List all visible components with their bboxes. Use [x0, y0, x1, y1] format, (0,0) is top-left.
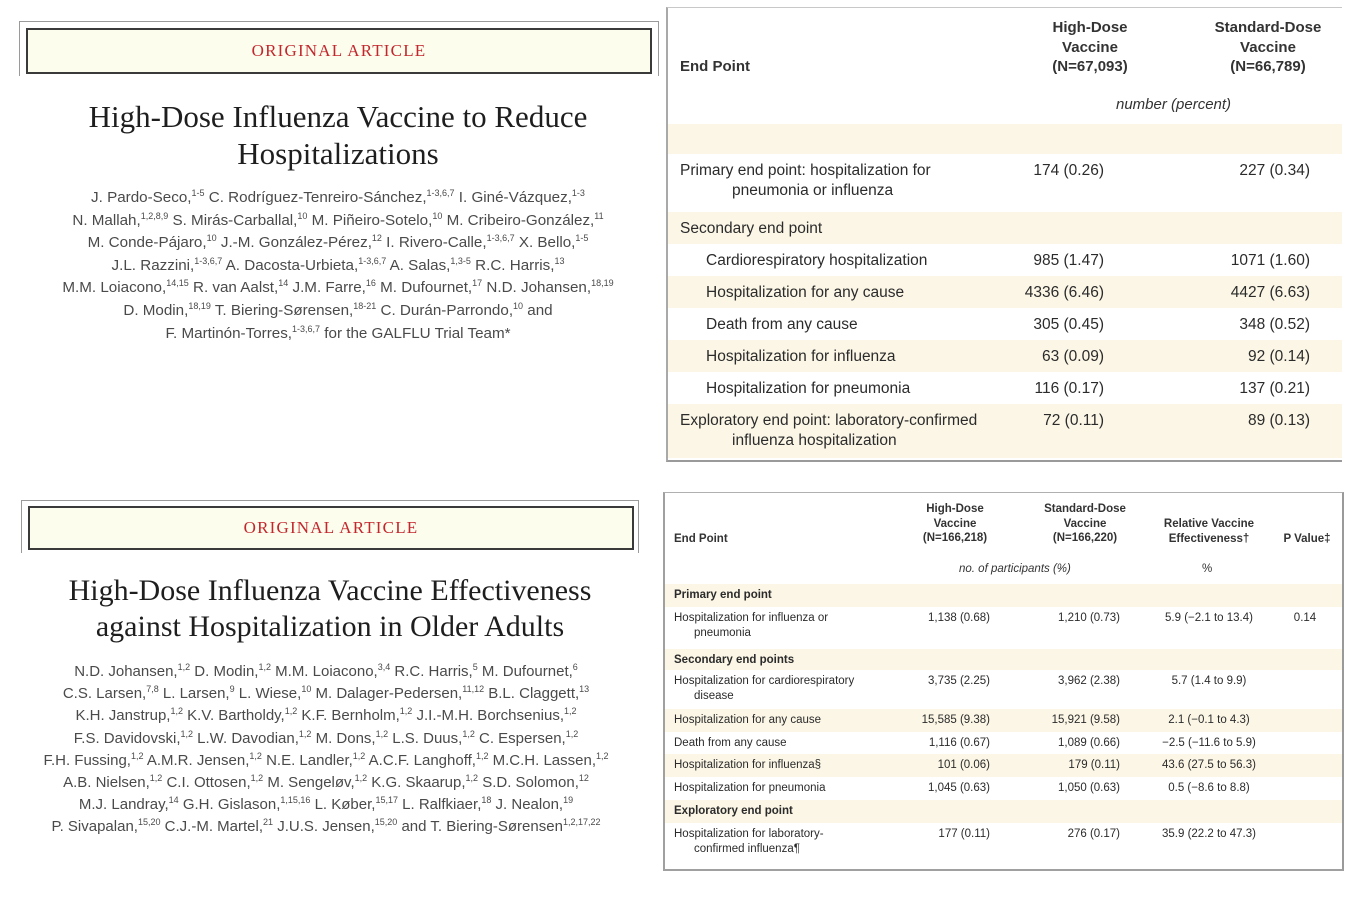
t1-header-std-line: Standard-Dose: [1214, 19, 1322, 36]
author-name: L. Wiese,: [234, 685, 302, 703]
t2-row-label-line: pneumonia: [694, 627, 751, 639]
t1-cell-high-dose: 116 (0.17): [1034, 380, 1104, 397]
author-name: M.M. Loiacono,: [270, 663, 378, 680]
t1-row-label-line: Hospitalization for any cause: [706, 284, 905, 301]
results-table-2: [663, 492, 1344, 871]
t1-table-row: [668, 372, 1342, 404]
author-name: M. Cribeiro-González,: [442, 211, 595, 229]
author-name: M. Sengeløv,: [263, 774, 355, 792]
author-affiliation: 1,2: [298, 728, 312, 739]
t2-row-label-line: Hospitalization for influenza§: [674, 759, 822, 771]
t2-section-heading: [674, 804, 793, 819]
author-affiliation: 1,15,16: [280, 795, 311, 806]
author-affiliation: 9: [229, 684, 235, 695]
t2-cell-standard-dose: 179 (0.11): [1068, 759, 1120, 771]
author-name: and T. Biering-Sørensen: [397, 818, 563, 836]
author-affiliation: 1,2,8,9: [140, 210, 169, 221]
t2-header-high-line: (N=166,218): [922, 532, 988, 544]
author-affiliation: 1-3: [571, 188, 585, 198]
author-name: M. Dufournet,: [477, 663, 573, 680]
author-affiliation: 1-3,6,7: [486, 233, 515, 244]
t2-cell-high-dose: 177 (0.11): [938, 828, 990, 840]
author-line: [0, 794, 652, 816]
author-affiliation: 21: [263, 817, 274, 828]
article-1-banner: [26, 28, 652, 74]
author-affiliation: 1,2: [596, 750, 609, 761]
t2-unit-counts: no. of participants (%): [959, 563, 1071, 575]
author-name: T. Biering-Sørensen,: [210, 301, 354, 319]
t1-header-std-line: Vaccine: [1240, 38, 1296, 56]
author-affiliation: 1,2: [177, 662, 191, 672]
author-affiliation: 1,2: [465, 773, 479, 784]
t2-row-label: [674, 611, 828, 641]
author-affiliation: 11,12: [462, 684, 485, 695]
author-name: K.F. Bernholm,: [297, 707, 400, 725]
author-name: C. Espersen,: [474, 729, 566, 747]
author-affiliation: 1,2: [250, 773, 264, 784]
t2-cell-standard-dose: 3,962 (2.38): [1057, 675, 1120, 687]
author-name: A.C.F. Langhoff,: [365, 751, 476, 769]
author-line: [0, 728, 652, 750]
t2-row-label: [674, 781, 826, 796]
author-name: R.C. Harris,: [390, 663, 473, 680]
t2-header-std-line: Vaccine: [1063, 517, 1107, 530]
t1-table-row: [668, 212, 1342, 244]
t2-row-label-line: Hospitalization for influenza or: [674, 612, 829, 624]
t1-cell-standard-dose: 4427 (6.63): [1230, 284, 1310, 301]
t1-row-label-line: Exploratory end point: laboratory-confirmed: [680, 412, 978, 429]
article-1-header: [0, 0, 660, 360]
author-name: C.J.-M. Martel,: [160, 818, 264, 836]
author-line: [0, 277, 676, 300]
t2-cell-high-dose: 1,116 (0.67): [928, 737, 990, 749]
t2-header-standard-dose: [1033, 502, 1137, 546]
t2-table-row: [665, 709, 1342, 732]
author-affiliation: 1,2,17,22: [562, 817, 601, 828]
author-affiliation: 1,2: [249, 750, 262, 761]
author-line: [0, 232, 676, 255]
author-name: C. Rodríguez-Tenreiro-Sánchez,: [204, 189, 427, 206]
t2-cell-standard-dose: 276 (0.17): [1067, 828, 1120, 840]
t2-header-high-line: High-Dose: [926, 503, 984, 515]
author-line: [0, 661, 652, 683]
author-name: N.E. Landler,: [261, 751, 353, 769]
t2-row-label: [674, 713, 821, 728]
t1-cell-standard-dose: 92 (0.14): [1247, 348, 1310, 365]
author-name: F.H. Fussing,: [43, 751, 131, 769]
t1-cell-high-dose: 305 (0.45): [1033, 316, 1104, 333]
t1-row-label: [706, 347, 896, 367]
t1-table-row: [668, 276, 1342, 308]
author-name: D. Modin,: [190, 663, 259, 680]
author-affiliation: 13: [579, 684, 590, 695]
t1-row-label-line: Hospitalization for pneumonia: [706, 380, 911, 397]
author-name: L.S. Duus,: [388, 729, 463, 747]
t2-row-label-line: Primary end point: [674, 589, 772, 601]
t2-row-label: [674, 758, 821, 773]
author-affiliation: 14,15: [166, 278, 189, 289]
author-affiliation: 1,2: [565, 728, 579, 739]
t1-row-label: [706, 379, 910, 399]
t2-row-label: [674, 827, 824, 857]
article-2-title-line-1: High-Dose Influenza Vaccine Effectiveness: [68, 574, 592, 607]
author-affiliation: 10: [297, 210, 308, 221]
t1-table-row: [668, 308, 1342, 340]
t2-cell-standard-dose: 15,921 (9.58): [1051, 714, 1120, 726]
t2-header-p-value: P Value‡: [1283, 533, 1331, 545]
article-1-title-line-1: High-Dose Influenza Vaccine to Reduce: [88, 99, 588, 134]
author-name: J.U.S. Jensen,: [273, 818, 375, 836]
author-line: [0, 323, 676, 346]
t2-unit-rve: %: [1202, 563, 1213, 575]
t1-cell-high-dose: 72 (0.11): [1043, 412, 1104, 429]
author-affiliation: 15,20: [137, 817, 161, 828]
author-name: R.C. Harris,: [470, 256, 555, 274]
t1-row-label-line: Secondary end point: [680, 220, 823, 237]
author-affiliation: 7,8: [146, 684, 159, 695]
t1-header-high-line: High-Dose: [1052, 19, 1128, 36]
t2-cell-rve: 2.1 (−0.1 to 4.3): [1168, 714, 1250, 726]
article-1-title: [0, 98, 676, 172]
author-affiliation: 12: [371, 233, 382, 244]
t2-row-label-line: Exploratory end point: [674, 805, 793, 817]
author-affiliation: 15,20: [374, 817, 398, 828]
t1-cell-high-dose: 174 (0.26): [1033, 162, 1104, 179]
author-affiliation: 10: [513, 300, 524, 311]
t1-row-label: [706, 315, 858, 335]
author-name: M. Piñeiro-Sotelo,: [307, 211, 433, 229]
t1-cell-standard-dose: 89 (0.13): [1247, 412, 1310, 429]
author-affiliation: 12: [578, 773, 589, 784]
author-name: P. Sivapalan,: [51, 818, 138, 836]
t1-table-row: [668, 244, 1342, 276]
t2-cell-rve: 43.6 (27.5 to 56.3): [1162, 759, 1256, 771]
author-name: C.S. Larsen,: [62, 685, 147, 703]
t1-row-label-line: Primary end point: hospitalization for: [680, 162, 931, 179]
t1-row-label-line: Hospitalization for influenza: [706, 348, 896, 365]
author-name: L. Larsen,: [158, 685, 230, 703]
t2-row-label-line: disease: [694, 690, 734, 702]
author-name: A.B. Nielsen,: [63, 774, 150, 792]
author-name: M. Dufournet,: [375, 279, 473, 297]
author-affiliation: 1,2: [475, 750, 489, 761]
t1-unit-label: number (percent): [1116, 96, 1232, 113]
author-line: [0, 750, 652, 772]
t1-header-standard-dose: [1203, 18, 1333, 77]
article-2-title-line-2: against Hospitalization in Older Adults: [95, 610, 565, 643]
author-affiliation: 1-5: [191, 188, 205, 198]
author-affiliation: 1,2: [258, 662, 271, 672]
t2-cell-high-dose: 15,585 (9.38): [921, 714, 990, 726]
author-affiliation: 11: [594, 210, 604, 221]
author-line: [0, 210, 676, 233]
author-affiliation: 3,4: [377, 662, 391, 672]
t1-cell-standard-dose: 348 (0.52): [1239, 316, 1310, 333]
author-name: C.I. Ottosen,: [162, 774, 251, 792]
author-name: M. Dons,: [311, 729, 376, 747]
t1-cell-high-dose: 4336 (6.46): [1024, 284, 1104, 301]
article-2-banner: [28, 506, 634, 550]
t1-row-label: [680, 219, 822, 239]
t1-table-row: [668, 154, 1342, 212]
author-name: M. Conde-Pájaro,: [87, 234, 207, 252]
t1-cell-high-dose: 985 (1.47): [1033, 252, 1104, 269]
author-affiliation: 1,2: [180, 728, 193, 739]
t1-header-endpoint: End Point: [680, 58, 750, 75]
author-name: J. Pardo-Seco,: [91, 189, 192, 206]
t2-cell-rve: −2.5 (−11.6 to 5.9): [1162, 737, 1256, 749]
t2-cell-high-dose: 101 (0.06): [937, 759, 990, 771]
t2-cell-p-value: 0.14: [1293, 612, 1317, 624]
t1-row-label: [706, 283, 904, 303]
t2-table-row: [665, 649, 1342, 670]
author-name: A.M.R. Jensen,: [143, 751, 250, 769]
author-line: [0, 683, 652, 705]
t2-row-label-line: Hospitalization for any cause: [674, 714, 822, 726]
author-name: M.C.H. Lassen,: [488, 751, 597, 769]
author-affiliation: 1,2: [130, 750, 144, 761]
author-name: C. Durán-Parrondo,: [376, 301, 514, 319]
t2-header-rve-line: Effectiveness†: [1168, 532, 1250, 545]
t2-table-row: [665, 607, 1342, 649]
author-name: J.-M. González-Pérez,: [216, 234, 372, 252]
author-affiliation: 18,19: [591, 278, 614, 289]
t1-row-label-line: pneumonia or influenza: [732, 182, 894, 199]
author-affiliation: 18: [481, 795, 492, 806]
author-name: K.G. Skaarup,: [367, 774, 466, 792]
t2-cell-rve: 0.5 (−8.6 to 8.8): [1168, 782, 1250, 794]
author-line: [0, 255, 676, 278]
author-name: J.L. Razzini,: [111, 256, 195, 274]
author-affiliation: 18,19: [188, 300, 211, 311]
author-affiliation: 1,2: [149, 773, 163, 784]
author-name: J.I.-M.H. Borchsenius,: [412, 707, 565, 725]
author-name: and: [523, 301, 553, 319]
t1-row-label: [680, 411, 977, 451]
t2-table-row: [665, 823, 1342, 867]
author-name: L. Ralfkiaer,: [397, 796, 482, 814]
author-name: S.D. Solomon,: [478, 774, 579, 792]
author-affiliation: 17: [472, 278, 483, 289]
t2-header-high-line: Vaccine: [933, 517, 977, 530]
t2-cell-standard-dose: 1,210 (0.73): [1057, 612, 1120, 624]
author-affiliation: 1,2: [284, 706, 298, 717]
author-name: J. Nealon,: [491, 796, 564, 814]
author-line: [0, 772, 652, 794]
t2-row-label-line: Death from any cause: [674, 737, 787, 749]
author-name: R. van Aalst,: [188, 279, 279, 297]
author-name: M.M. Loiacono,: [62, 279, 167, 297]
author-name: D. Modin,: [123, 301, 189, 319]
t1-table-row: [668, 404, 1342, 458]
t2-header-rve: [1153, 517, 1265, 546]
t1-header-high-line: (N=67,093): [1052, 58, 1128, 75]
author-name: N.D. Johansen,: [74, 663, 178, 680]
author-affiliation: 14: [168, 795, 179, 806]
t2-cell-standard-dose: 1,089 (0.66): [1057, 737, 1120, 749]
author-affiliation: 1-3,6,7: [194, 255, 223, 266]
t2-row-label-line: confirmed influenza¶: [694, 843, 800, 855]
author-line: [0, 816, 652, 838]
t2-row-label-line: Hospitalization for cardiorespiratory: [674, 675, 855, 687]
t2-header-rve-line: Relative Vaccine: [1163, 518, 1255, 530]
t2-table-row: [665, 584, 1342, 607]
author-name: F.S. Davidovski,: [73, 729, 181, 747]
author-affiliation: 1-3,6,7: [358, 255, 387, 266]
author-name: I. Giné-Vázquez,: [454, 189, 572, 206]
author-affiliation: 1,2: [352, 750, 366, 761]
author-affiliation: 10: [206, 233, 217, 244]
author-line: [0, 300, 676, 323]
t2-cell-high-dose: 1,045 (0.63): [927, 782, 990, 794]
results-table-1: [666, 7, 1342, 462]
article-1-title-line-2: Hospitalizations: [237, 136, 439, 172]
article-1-authors: [0, 187, 676, 345]
author-name: G.H. Gislason,: [178, 796, 281, 814]
author-affiliation: 18-21: [353, 300, 377, 311]
author-affiliation: 14: [278, 278, 289, 289]
t1-row-label: [680, 161, 931, 201]
article-2-authors: [0, 661, 652, 839]
t2-row-label-line: Hospitalization for pneumonia: [674, 782, 826, 794]
t2-section-heading: [674, 653, 794, 668]
t1-spacer-row: [668, 124, 1342, 154]
t1-cell-standard-dose: 1071 (1.60): [1230, 252, 1310, 269]
author-affiliation: 19: [563, 795, 574, 806]
t1-cell-standard-dose: 227 (0.34): [1239, 162, 1310, 179]
author-affiliation: 1,3-5: [450, 255, 471, 266]
t2-cell-high-dose: 3,735 (2.25): [927, 675, 990, 687]
author-affiliation: 1-5: [575, 233, 589, 244]
t1-header-high-line: Vaccine: [1062, 38, 1118, 56]
t1-cell-standard-dose: 137 (0.21): [1239, 380, 1310, 397]
author-affiliation: 10: [432, 210, 443, 221]
author-name: K.V. Bartholdy,: [183, 707, 285, 725]
t2-table-row: [665, 754, 1342, 777]
article-2-banner-label: ORIGINAL ARTICLE: [243, 518, 419, 537]
author-name: M.J. Landray,: [78, 796, 169, 814]
t1-row-label: [706, 251, 927, 271]
t2-section-heading: [674, 588, 772, 603]
author-name: N. Mallah,: [72, 211, 141, 229]
t2-cell-standard-dose: 1,050 (0.63): [1057, 782, 1120, 794]
t2-cell-high-dose: 1,138 (0.68): [927, 612, 990, 624]
author-affiliation: 1,2: [354, 773, 368, 784]
author-name: L.W. Davodian,: [193, 729, 299, 747]
author-affiliation: 5: [472, 662, 478, 672]
author-name: N.D. Johansen,: [482, 279, 592, 297]
author-name: A. Dacosta-Urbieta,: [222, 256, 359, 274]
author-line: [0, 187, 676, 210]
author-affiliation: 15,17: [375, 795, 398, 806]
author-affiliation: 16: [365, 278, 376, 289]
article-2-header: [0, 490, 660, 850]
t2-header-std-line: (N=166,220): [1052, 532, 1118, 544]
article-1-banner-label: ORIGINAL ARTICLE: [251, 41, 427, 60]
author-affiliation: 1,2: [462, 728, 475, 739]
author-affiliation: 10: [301, 684, 312, 695]
t2-cell-rve: 35.9 (22.2 to 47.3): [1162, 828, 1256, 840]
t2-row-label: [674, 736, 787, 751]
t2-header-std-line: Standard-Dose: [1044, 503, 1126, 515]
t2-table-row: [665, 732, 1342, 754]
author-name: A. Salas,: [386, 256, 451, 274]
author-line: [0, 705, 652, 727]
article-2-title: [0, 573, 660, 645]
t1-table-row: [668, 340, 1342, 372]
t1-header-high-dose: [1030, 18, 1150, 77]
author-name: M. Dalager-Pedersen,: [311, 685, 463, 703]
t1-row-label-line: Death from any cause: [706, 316, 858, 333]
author-affiliation: 1,2: [399, 706, 413, 717]
t2-cell-rve: 5.7 (1.4 to 9.9): [1171, 675, 1247, 687]
t1-row-label-line: influenza hospitalization: [732, 432, 897, 449]
author-name: S. Mirás-Carballal,: [168, 211, 298, 229]
t2-row-label-line: Secondary end points: [674, 654, 795, 666]
t2-row-label-line: Hospitalization for laboratory-: [674, 828, 824, 840]
author-affiliation: 6: [572, 662, 578, 672]
t2-header-high-dose: [905, 502, 1005, 546]
author-affiliation: 1-3,6,7: [292, 323, 321, 334]
author-affiliation: 1,2: [564, 706, 577, 717]
author-name: J.M. Farre,: [288, 279, 366, 297]
t1-row-label-line: Cardiorespiratory hospitalization: [706, 252, 928, 269]
author-name: for the GALFLU Trial Team*: [320, 324, 511, 342]
t2-row-label: [674, 674, 854, 704]
author-name: X. Bello,: [514, 234, 576, 252]
t2-table-row: [665, 800, 1342, 823]
t2-table-row: [665, 777, 1342, 800]
author-name: L. Køber,: [310, 796, 376, 814]
author-affiliation: 1,2: [375, 728, 389, 739]
author-name: I. Rivero-Calle,: [381, 234, 487, 252]
t2-table-row: [665, 670, 1342, 709]
author-name: K.H. Janstrup,: [75, 707, 171, 725]
author-affiliation: 1,2: [170, 706, 183, 717]
t2-header-endpoint: End Point: [674, 533, 728, 545]
author-affiliation: 1-3,6,7: [426, 188, 455, 198]
author-name: B.L. Claggett,: [484, 685, 580, 703]
t1-cell-high-dose: 63 (0.09): [1041, 348, 1104, 365]
author-affiliation: 13: [554, 255, 565, 266]
t1-header-std-line: (N=66,789): [1230, 58, 1306, 75]
t2-cell-rve: 5.9 (−2.1 to 13.4): [1165, 612, 1253, 624]
author-name: F. Martinón-Torres,: [165, 324, 293, 342]
